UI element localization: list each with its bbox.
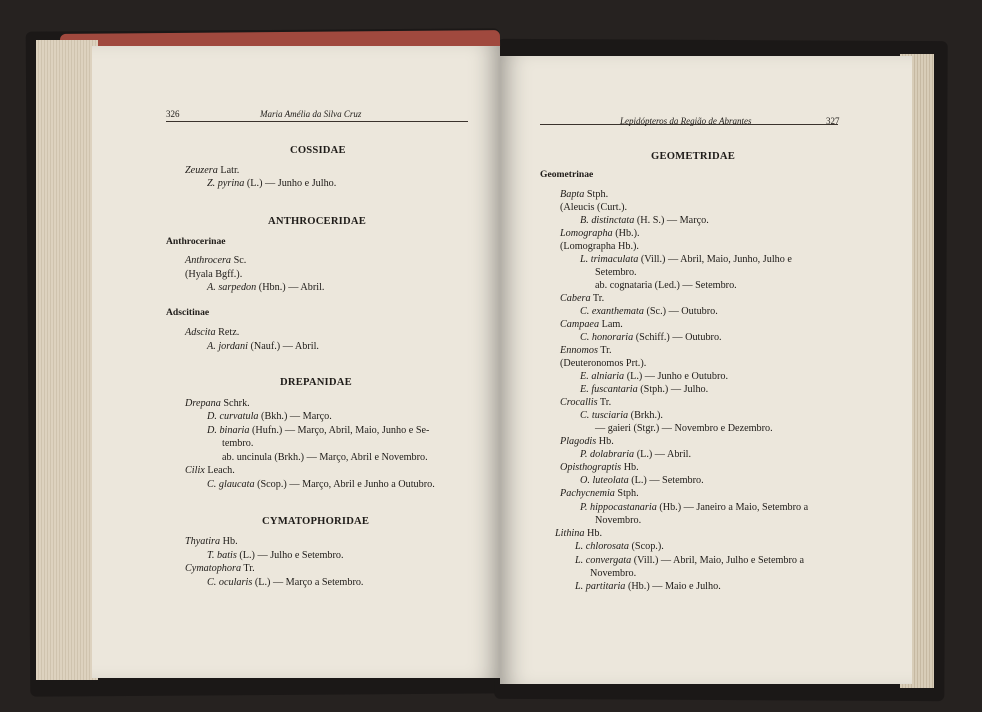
- genus-name: Campaea: [560, 319, 600, 330]
- running-title: Maria Amélia da Silva Cruz: [260, 109, 362, 119]
- genus-line: [185, 464, 235, 477]
- running-title: Lepidópteros da Região de Abrantes: [620, 116, 752, 126]
- genus-name: Thyatira: [185, 536, 221, 547]
- synonym-line: (Hyala Bgff.).: [185, 269, 243, 280]
- subfamily-heading: Anthrocerinae: [166, 236, 226, 247]
- family-heading: DREPANIDAE: [280, 377, 352, 388]
- family-heading: CYMATOPHORIDAE: [262, 516, 370, 527]
- genus-line: [185, 535, 238, 548]
- species-line: [580, 501, 808, 514]
- left-page: [92, 46, 500, 678]
- species-name: L. chlorosata: [575, 541, 629, 552]
- species-name: T. batis: [207, 550, 237, 561]
- species-name: C. honoraria: [580, 332, 634, 343]
- family-heading: GEOMETRIDAE: [651, 151, 736, 162]
- species-detail: (L.) — Julho e Setembro.: [236, 550, 344, 561]
- genus-line: [560, 227, 640, 240]
- species-detail: (Sc.) — Outubro.: [643, 306, 718, 317]
- genus-author: Leach.: [204, 465, 235, 476]
- genus-name: Opisthograptis: [560, 462, 622, 473]
- species-detail: (Hbn.) — Abril.: [256, 282, 325, 293]
- species-detail: (L.) — Junho e Julho.: [244, 178, 337, 189]
- species-detail: (L.) — Setembro.: [628, 475, 704, 486]
- genus-author: Retz.: [215, 327, 240, 338]
- species-detail: (L.) — Março a Setembro.: [252, 577, 364, 588]
- genus-author: Schrk.: [220, 398, 250, 409]
- species-line: [580, 448, 691, 461]
- species-detail: (Bkh.) — Março.: [258, 411, 332, 422]
- genus-name: Pachycnemia: [560, 488, 615, 499]
- genus-author: Sc.: [231, 255, 247, 266]
- species-line: [575, 580, 721, 593]
- aberration-line: ab. uncinula (Brkh.) — Março, Abril e Novembro.: [222, 452, 428, 463]
- genus-line: [560, 344, 612, 357]
- genus-author: Hb.: [584, 528, 602, 539]
- subfamily-heading: Geometrinae: [540, 169, 594, 180]
- synonym-line: (Lomographa Hb.).: [560, 241, 639, 252]
- species-name: P. hippocastanaria: [580, 502, 657, 513]
- genus-author: Latr.: [217, 165, 240, 176]
- species-detail: (H. S.) — Março.: [634, 215, 709, 226]
- genus-line: [560, 396, 611, 409]
- genus-name: Crocallis: [560, 397, 598, 408]
- species-name: E. fuscantaria: [580, 384, 638, 395]
- genus-name: Ennomos: [560, 345, 598, 356]
- genus-name: Cymatophora: [185, 563, 242, 574]
- genus-line: [560, 461, 639, 474]
- species-name: C. tusciaria: [580, 410, 629, 421]
- species-line: [580, 409, 663, 422]
- genus-line: [560, 487, 639, 500]
- species-line: [580, 305, 718, 318]
- species-detail: (Hb.) — Janeiro a Maio, Setembro a: [656, 502, 809, 513]
- genus-author: Tr.: [597, 345, 612, 356]
- species-name: C. glaucata: [207, 479, 255, 490]
- continuation-line: tembro.: [222, 438, 254, 449]
- genus-author: Hb.: [596, 436, 614, 447]
- genus-name: Drepana: [185, 398, 221, 409]
- aberration-line: ab. cognataria (Led.) — Setembro.: [595, 280, 737, 291]
- page-number: 327: [826, 116, 840, 126]
- genus-line: [185, 326, 239, 339]
- genus-author: Tr.: [590, 293, 605, 304]
- species-name: L. convergata: [575, 555, 632, 566]
- species-line: [207, 478, 435, 491]
- species-detail: (Scop.) — Março, Abril e Junho a Outubro.: [254, 479, 435, 490]
- species-detail: (Hufn.) — Março, Abril, Maio, Junho e Se-: [249, 425, 430, 436]
- genus-name: Cabera: [560, 293, 591, 304]
- header-rule: [166, 121, 468, 122]
- species-name: C. exanthemata: [580, 306, 644, 317]
- species-line: [580, 214, 709, 227]
- species-name: C. ocularis: [207, 577, 253, 588]
- page-number: 326: [166, 109, 180, 119]
- synonym-line: (Deuteronomos Prt.).: [560, 358, 647, 369]
- family-heading: COSSIDAE: [290, 145, 346, 156]
- species-detail: (L.) — Junho e Outubro.: [624, 371, 728, 382]
- species-line: [580, 253, 792, 266]
- genus-line: [560, 318, 623, 331]
- genus-author: Lam.: [599, 319, 623, 330]
- species-line: [207, 549, 344, 562]
- species-name: O. luteolata: [580, 475, 629, 486]
- species-line: [580, 331, 722, 344]
- genus-name: Cilix: [185, 465, 205, 476]
- species-detail: (Schiff.) — Outubro.: [633, 332, 722, 343]
- species-line: [580, 370, 728, 383]
- species-line: [207, 410, 332, 423]
- genus-name: Lithina: [555, 528, 585, 539]
- species-name: A. sarpedon: [207, 282, 257, 293]
- species-detail: (Scop.).: [628, 541, 664, 552]
- genus-name: Bapta: [560, 189, 585, 200]
- species-detail: (Vill.) — Abril, Maio, Junho, Julho e: [638, 254, 792, 265]
- genus-name: Zeuzera: [185, 165, 218, 176]
- species-name: E. alniaria: [580, 371, 625, 382]
- page-stack-left: [36, 40, 98, 680]
- species-line: [580, 383, 708, 396]
- species-line: [207, 424, 429, 437]
- family-heading: ANTHROCERIDAE: [268, 216, 366, 227]
- continuation-line: Setembro.: [595, 267, 637, 278]
- species-line: [207, 340, 319, 353]
- species-line: [207, 177, 336, 190]
- species-detail: (Stph.) — Julho.: [637, 384, 709, 395]
- species-line: [207, 281, 324, 294]
- species-detail: (Nauf.) — Abril.: [247, 341, 319, 352]
- genus-name: Plagodis: [560, 436, 597, 447]
- genus-author: (Hb.).: [612, 228, 640, 239]
- species-line: [575, 554, 804, 567]
- genus-line: [185, 164, 239, 177]
- species-name: D. binaria: [207, 425, 250, 436]
- genus-name: Adscita: [185, 327, 216, 338]
- genus-name: Anthrocera: [185, 255, 232, 266]
- genus-author: Tr.: [597, 397, 612, 408]
- species-name: Z. pyrina: [207, 178, 245, 189]
- species-detail: (Brkh.).: [628, 410, 663, 421]
- species-name: L. partitaria: [575, 581, 626, 592]
- species-name: D. curvatula: [207, 411, 259, 422]
- species-name: A. jordani: [207, 341, 248, 352]
- species-line: [575, 540, 664, 553]
- genus-line: [560, 292, 604, 305]
- right-page: [500, 56, 912, 684]
- genus-author: Tr.: [241, 563, 255, 574]
- form-line: — gaieri (Stgr.) — Novembro e Dezembro.: [595, 423, 773, 434]
- species-detail: (Hb.) — Maio e Julho.: [625, 581, 721, 592]
- continuation-line: Novembro.: [590, 568, 637, 579]
- synonym-line: (Aleucis (Curt.).: [560, 202, 628, 213]
- genus-line: [560, 435, 614, 448]
- genus-author: Stph.: [584, 189, 609, 200]
- genus-name: Lomographa: [560, 228, 613, 239]
- genus-author: Stph.: [614, 488, 639, 499]
- genus-line: [555, 527, 602, 540]
- genus-line: [185, 397, 250, 410]
- species-name: L. trimaculata: [580, 254, 639, 265]
- genus-line: [560, 188, 608, 201]
- species-line: [580, 474, 704, 487]
- species-name: P. dolabraria: [580, 449, 635, 460]
- species-detail: (Vill.) — Abril, Maio, Julho e Setembro a: [631, 555, 805, 566]
- genus-author: Hb.: [220, 536, 238, 547]
- genus-line: [185, 562, 255, 575]
- subfamily-heading: Adscitinae: [166, 307, 210, 318]
- species-name: B. distinctata: [580, 215, 635, 226]
- species-detail: (L.) — Abril.: [634, 449, 692, 460]
- species-line: [207, 576, 363, 589]
- genus-line: [185, 254, 246, 267]
- genus-author: Hb.: [621, 462, 639, 473]
- continuation-line: Novembro.: [595, 515, 642, 526]
